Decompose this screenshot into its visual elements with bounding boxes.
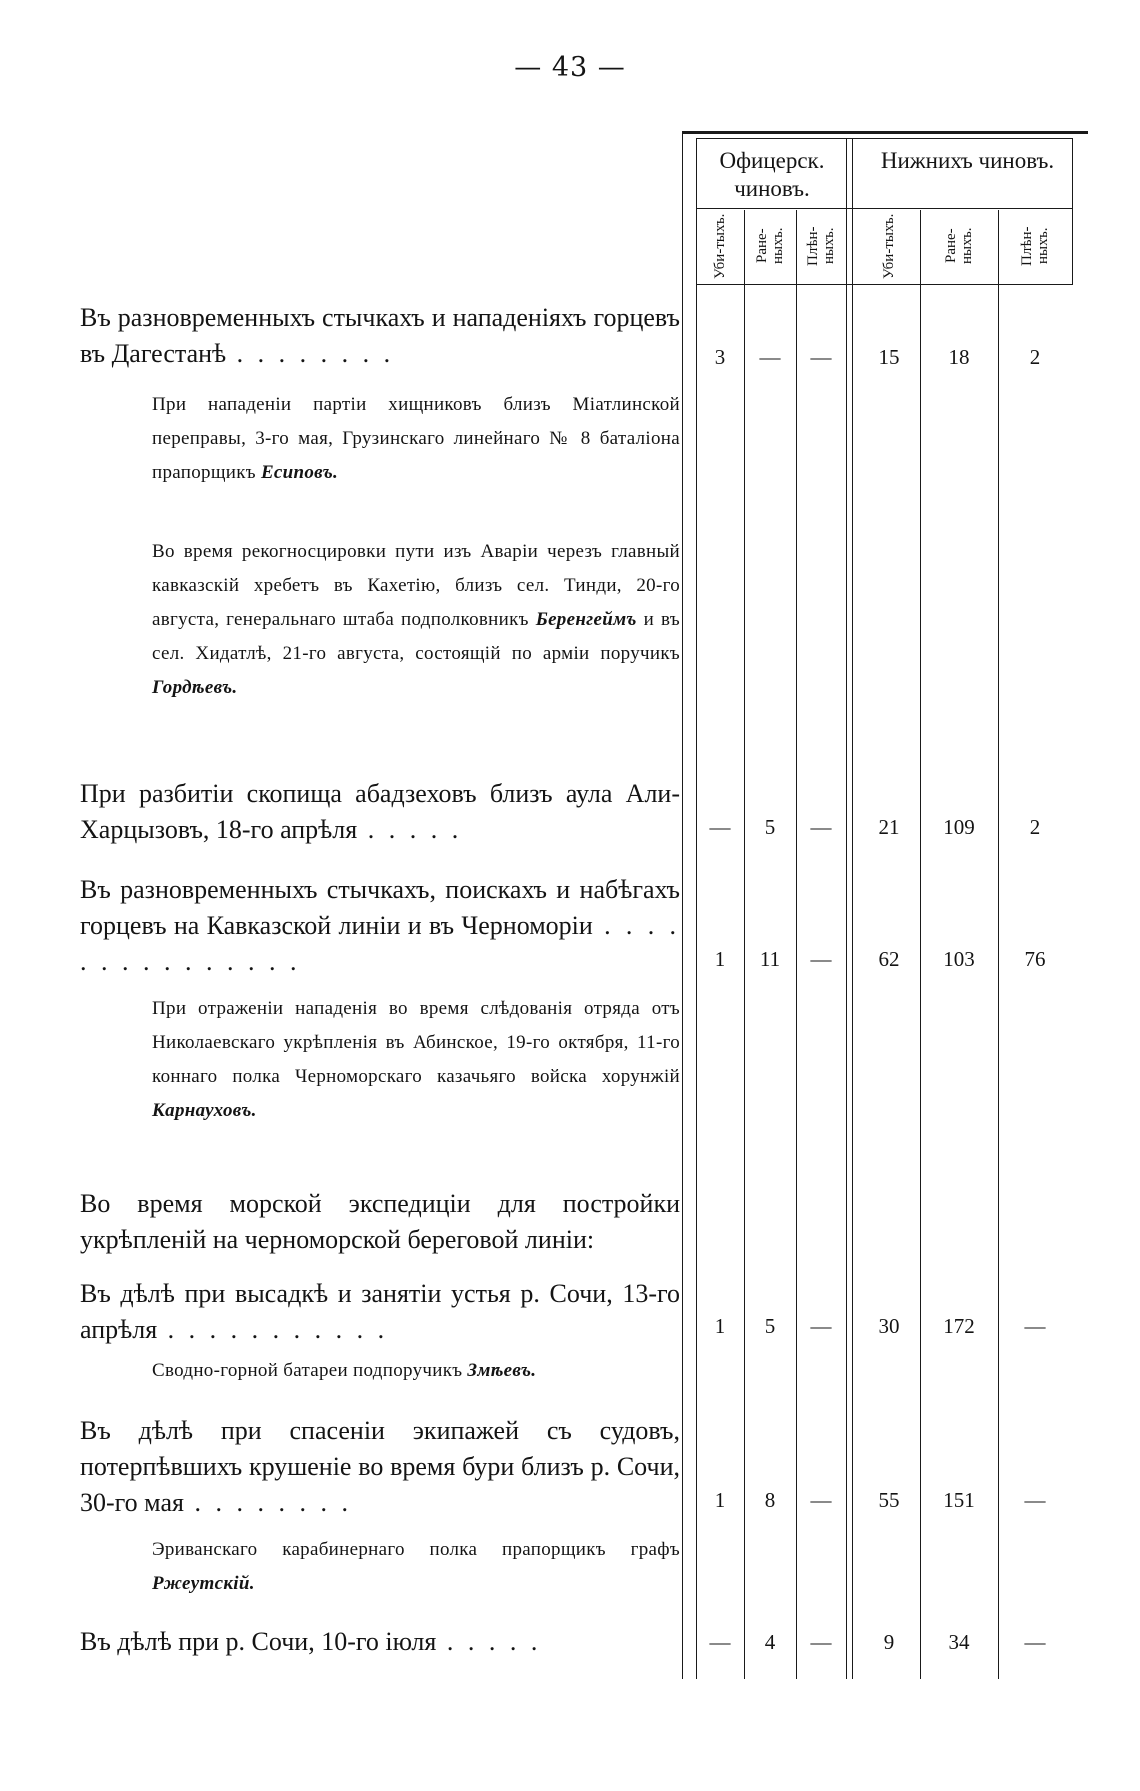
lower-wounded-value: 103 <box>943 947 975 971</box>
column-rule <box>846 138 847 1679</box>
lower-captured-value: — <box>1024 1314 1046 1338</box>
officers-captured-value: — <box>810 1630 832 1654</box>
officers-header: Офицерск. чиновъ. <box>719 148 825 201</box>
lower-captured-value: 2 <box>1029 345 1041 369</box>
officers-killed-value: — <box>709 1630 731 1654</box>
officers-captured-value: — <box>810 345 832 369</box>
lower-wounded-value: 18 <box>948 345 970 369</box>
lower-wounded-value: 151 <box>943 1488 975 1512</box>
officer-name: Беренгеймъ <box>535 609 637 630</box>
lower-captured-header: Плѣн-ныхъ. <box>1019 226 1051 266</box>
lower-killed-header: Уби-тыхъ. <box>881 213 897 279</box>
group-header-rule <box>696 208 1072 209</box>
entry-text: При разбитіи скопища абадзеховъ близъ аула Али-Харцызовъ, 18-го апрѣля . . . . . <box>80 779 680 844</box>
table-top-rule <box>682 131 1088 134</box>
column-rule <box>1072 138 1073 285</box>
entry-text: Въ разновременныхъ стычкахъ и нападеніяхъ горцевъ въ Дагестанѣ . . . . . . . . <box>80 303 680 368</box>
note-text: Во время рекогносцировки пути изъ Аваріи черезъ главный кавказскій хребетъ въ Кахетію, близъ сел. Тинди, 20-го августа, генеральнаго штаба подполковникъ Беренгеймъ и въ сел. Хидатлѣ, 21-го августа, состоящій по арміи поручикъ Гордѣевъ. <box>152 541 680 698</box>
lower-captured-value: 76 <box>1024 947 1046 971</box>
officers-killed-value: 1 <box>714 947 726 971</box>
officers-captured-value: — <box>810 1314 832 1338</box>
lower-captured-value: 2 <box>1029 815 1041 839</box>
lower-captured-value: — <box>1024 1630 1046 1654</box>
lower-wounded-value: 109 <box>943 815 975 839</box>
officers-killed-header: Уби-тыхъ. <box>712 213 728 279</box>
officers-wounded-header: Ране-ныхъ. <box>754 227 786 265</box>
officers-wounded-value: 8 <box>764 1488 776 1512</box>
entry-text: Въ дѣлѣ при высадкѣ и занятіи устья р. Сочи, 13-го апрѣля . . . . . . . . . . . <box>80 1279 680 1344</box>
note-text: Эриванскаго карабинернаго полка прапорщикъ графъ Ржеутскій. <box>152 1539 680 1594</box>
entry-text: Въ дѣлѣ при спасеніи экипажей съ судовъ, потерпѣвшихъ крушеніе во время бури близъ р. Сочи, 30-го мая . . . . . . . . <box>80 1416 680 1517</box>
lower-captured-value: — <box>1024 1488 1046 1512</box>
subheader-rule <box>696 284 1072 285</box>
lower-ranks-header: Нижнихъ чиновъ. <box>880 148 1055 173</box>
lower-killed-value: 9 <box>883 1630 895 1654</box>
column-rule <box>852 138 853 1679</box>
lower-killed-value: 55 <box>878 1488 900 1512</box>
officers-wounded-value: — <box>759 345 781 369</box>
officers-wounded-value: 11 <box>759 947 781 971</box>
note-text: Сводно-горной батареи подпоручикъ Змѣевъ. <box>152 1360 537 1381</box>
officers-captured-value: — <box>810 1488 832 1512</box>
column-rule <box>682 131 683 1679</box>
officers-wounded-value: 4 <box>764 1630 776 1654</box>
page-number: — 43 — <box>514 52 626 83</box>
lower-killed-value: 15 <box>878 345 900 369</box>
officer-name: Карнауховъ. <box>152 1100 257 1121</box>
officer-name: Ржеутскій. <box>152 1573 255 1594</box>
lower-wounded-value: 34 <box>948 1630 970 1654</box>
officers-killed-value: 1 <box>714 1488 726 1512</box>
lower-killed-value: 30 <box>878 1314 900 1338</box>
note-text: При нападеніи партіи хищниковъ близъ Міатлинской переправы, 3-го мая, Грузинскаго линейнаго № 8 баталіона прапорщикъ Есиповъ. <box>152 394 680 483</box>
officers-captured-header: Плѣн-ныхъ. <box>805 226 837 266</box>
entry-text: Въ разновременныхъ стычкахъ, поискахъ и набѣгахъ горцевъ на Кавказской линіи и въ Черноморіи . . . . . . . . . . . . . . . <box>80 875 680 976</box>
officers-captured-value: — <box>810 947 832 971</box>
officers-wounded-value: 5 <box>764 815 776 839</box>
section-heading: Во время морской экспедиціи для постройки укрѣпленій на черноморской береговой линіи: <box>80 1189 680 1254</box>
lower-wounded-value: 172 <box>943 1314 975 1338</box>
lower-killed-value: 21 <box>878 815 900 839</box>
officers-captured-value: — <box>810 815 832 839</box>
officers-killed-value: 1 <box>714 1314 726 1338</box>
table-top-rule-inner <box>696 138 1072 139</box>
note-text: При отраженіи нападенія во время слѣдованія отряда отъ Николаевскаго укрѣпленія въ Абинское, 19-го октября, 11-го коннаго полка Черноморскаго казачьяго войска хорунжій Карнауховъ. <box>152 998 680 1121</box>
officer-name: Есиповъ. <box>260 462 339 483</box>
officer-name: Змѣевъ. <box>467 1360 537 1381</box>
officers-wounded-value: 5 <box>764 1314 776 1338</box>
lower-wounded-header: Ране-ныхъ. <box>943 227 975 265</box>
officers-killed-value: — <box>709 815 731 839</box>
lower-killed-value: 62 <box>878 947 900 971</box>
officers-killed-value: 3 <box>714 345 726 369</box>
entry-text: Въ дѣлѣ при р. Сочи, 10-го іюля . . . . . <box>80 1627 542 1656</box>
officer-name: Гордѣевъ. <box>152 677 238 698</box>
